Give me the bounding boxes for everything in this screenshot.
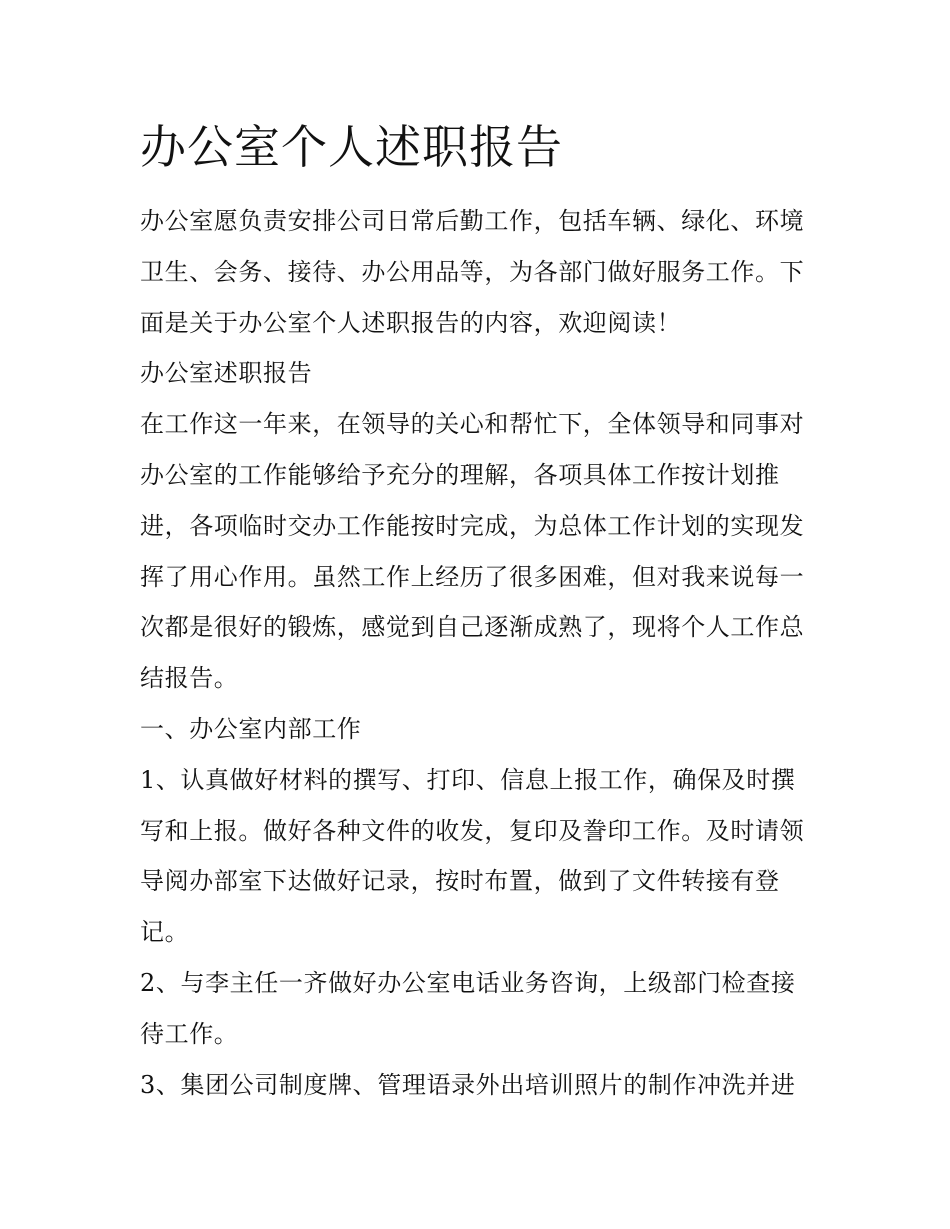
- list-item: 3、集团公司制度牌、管理语录外出培训照片的制作冲洗并进: [140, 1070, 796, 1099]
- section-heading: 一、办公室内部工作: [140, 714, 362, 743]
- document-title: 办公室个人述职报告: [140, 120, 563, 174]
- body-paragraph: 在工作这一年来，在领导的关心和帮忙下，全体领导和同事对办公室的工作能够给予充分的理解，各项具体工作按计划推进，各项临时交办工作能按时完成，为总体工作计划的实现发挥了用心作用。虽然工作上经历了很多困难，但对我来说每一次都是很好的锻炼，感觉到自己逐渐成熟了，现将个人工作总结报告。: [140, 410, 805, 693]
- document-body: [140, 112, 815, 1110]
- list-item: 2、与李主任一齐做好办公室电话业务咨询，上级部门检查接待工作。: [140, 968, 796, 1048]
- section-heading: 办公室述职报告: [140, 359, 313, 388]
- intro-paragraph: 办公室愿负责安排公司日常后勤工作，包括车辆、绿化、环境卫生、会务、接待、办公用品等，为各部门做好服务工作。下面是关于办公室个人述职报告的内容，欢迎阅读！: [140, 207, 805, 337]
- list-item: 1、认真做好材料的撰写、打印、信息上报工作，确保及时撰写和上报。做好各种文件的收发，复印及誊印工作。及时请领导阅办部室下达做好记录，按时布置，做到了文件转接有登记。: [140, 765, 805, 947]
